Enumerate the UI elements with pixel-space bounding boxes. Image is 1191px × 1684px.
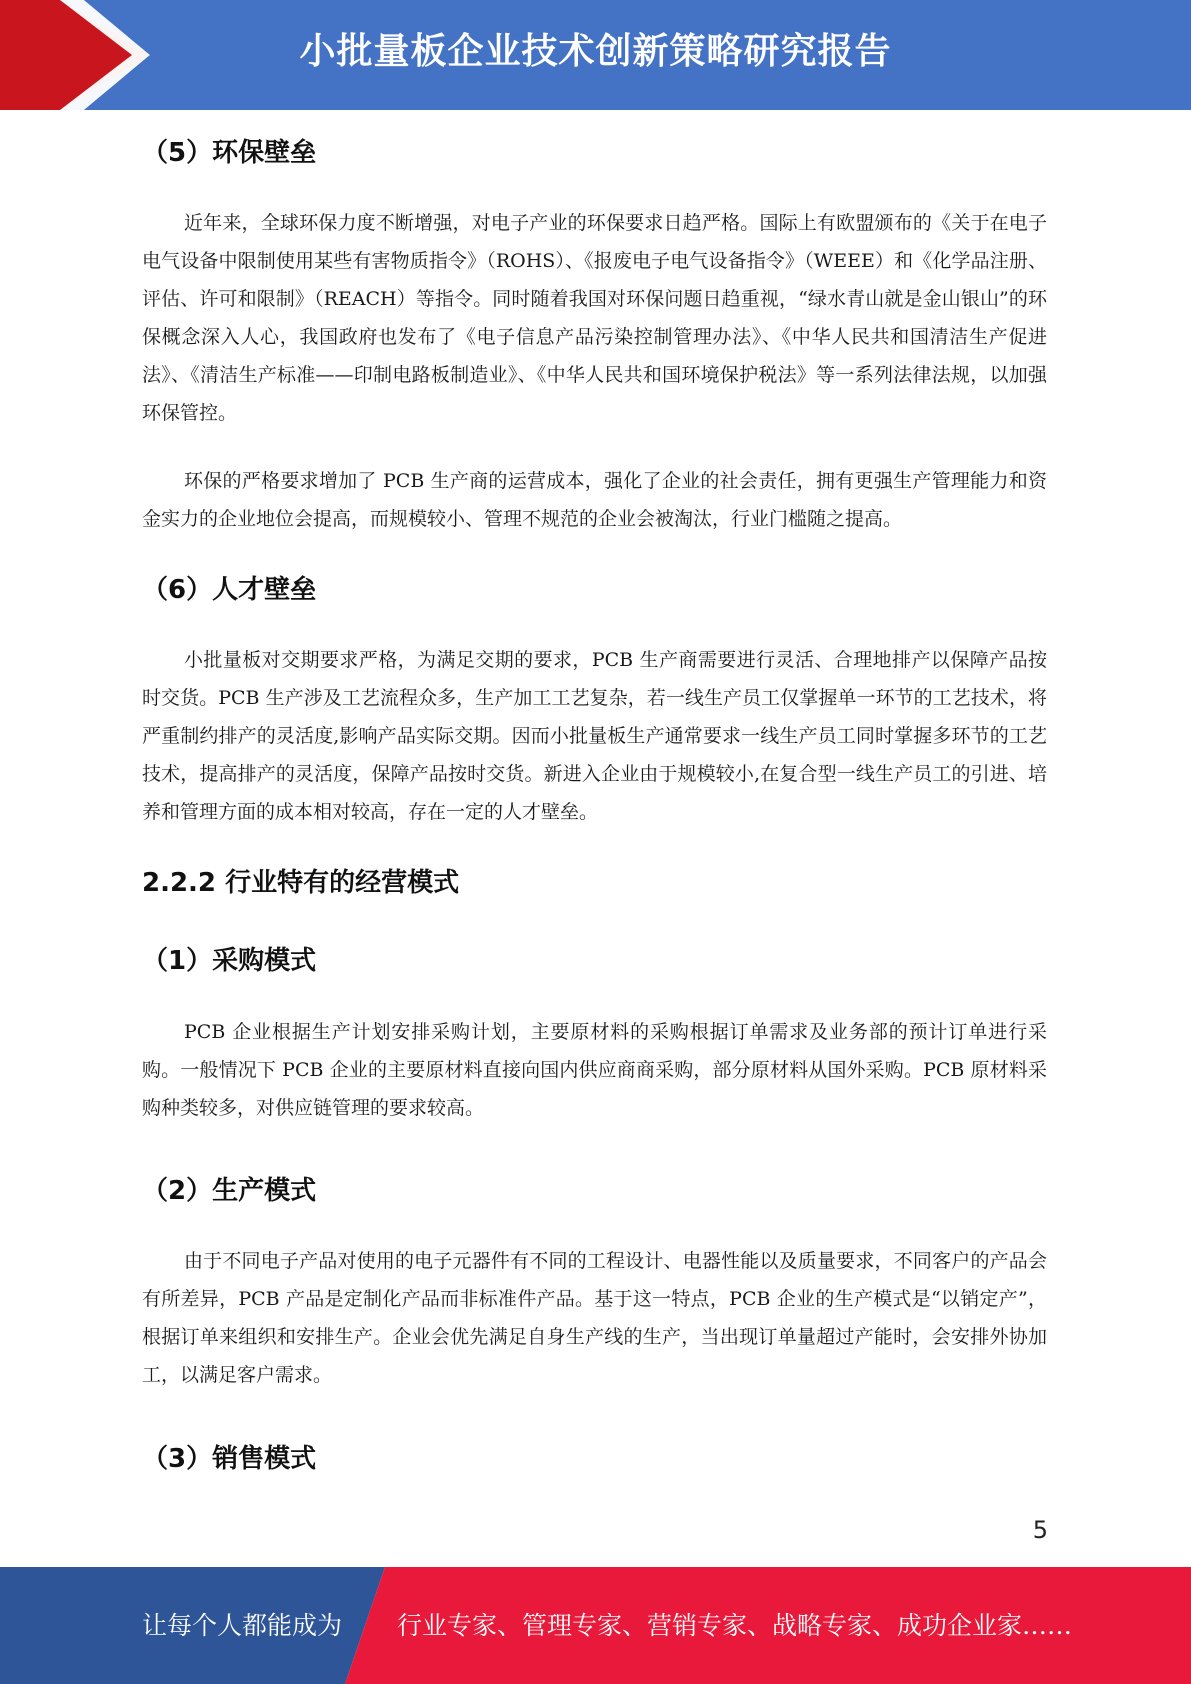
footer-banner bbox=[0, 1567, 1191, 1684]
heading-environmental-barrier: （5）环保壁垒 bbox=[142, 138, 317, 168]
heading-sales-model: （3）销售模式 bbox=[142, 1444, 317, 1474]
footer-slogan-right: 行业专家、管理专家、营销专家、战略专家、成功企业家…… bbox=[397, 1611, 1073, 1640]
paragraph-production-1: 由于不同电子产品对使用的电子元器件有不同的工程设计、电器性能以及质量要求，不同客户的产品会有所差异，PCB 产品是定制化产品而非标准件产品。基于这一特点，PCB 企业的生产模式是“以销定产”，根据订单来组织和安排生产。企业会优先满足自身生产线的生产，当出现订单量超过产能时，会安排外协加工，以满足客户需求。 bbox=[142, 1250, 1047, 1386]
paragraph-talent-1: 小批量板对交期要求严格，为满足交期的要求，PCB 生产商需要进行灵活、合理地排产以保障产品按时交货。PCB 生产涉及工艺流程众多，生产加工工艺复杂，若一线生产员工仅掌握单一环节的工艺技术，将严重制约排产的灵活度,影响产品实际交期。因而小批量板生产通常要求一线生产员工同时掌握多环节的工艺技术，提高排产的灵活度，保障产品按时交货。新进入企业由于规模较小,在复合型一线生产员工的引进、培养和管理方面的成本相对较高，存在一定的人才壁垒。 bbox=[142, 649, 1047, 823]
heading-talent-barrier: （6）人才壁垒 bbox=[142, 575, 317, 605]
paragraph-environmental-1: 近年来，全球环保力度不断增强，对电子产业的环保要求日趋严格。国际上有欧盟颁布的《关于在电子电气设备中限制使用某些有害物质指令》（ROHS）、《报废电子电气设备指令》（WEEE）和《化学品注册、评估、许可和限制》（REACH）等指令。同时随着我国对环保问题日趋重视，“绿水青山就是金山银山”的环保概念深入人心，我国政府也发布了《电子信息产品污染控制管理办法》、《中华人民共和国清洁生产促进法》、《清洁生产标准——印制电路板制造业》、《中华人民共和国环境保护税法》等一系列法律法规，以加强环保管控。 bbox=[142, 212, 1047, 424]
header-banner bbox=[0, 0, 1191, 110]
paragraph-environmental-2: 环保的严格要求增加了 PCB 生产商的运营成本，强化了企业的社会责任，拥有更强生产管理能力和资金实力的企业地位会提高，而规模较小、管理不规范的企业会被淘汰，行业门槛随之提高。 bbox=[142, 470, 1047, 530]
paragraph-purchase-1: PCB 企业根据生产计划安排采购计划，主要原材料的采购根据订单需求及业务部的预计订单进行采购。一般情况下 PCB 企业的主要原材料直接向国内供应商商采购，部分原材料从国外采购。PCB 原材料采购种类较多，对供应链管理的要求较高。 bbox=[142, 1021, 1047, 1119]
heading-purchase-model: （1）采购模式 bbox=[142, 946, 317, 976]
page-number: 5 bbox=[1032, 1516, 1048, 1544]
footer-slogan-left: 让每个人都能成为 bbox=[142, 1611, 343, 1640]
heading-production-model: （2）生产模式 bbox=[142, 1176, 317, 1206]
heading-business-model: 2.2.2 行业特有的经营模式 bbox=[142, 868, 460, 898]
header-chevron-icon bbox=[0, 0, 160, 110]
header-title: 小批量板企业技术创新策略研究报告 bbox=[299, 31, 892, 72]
